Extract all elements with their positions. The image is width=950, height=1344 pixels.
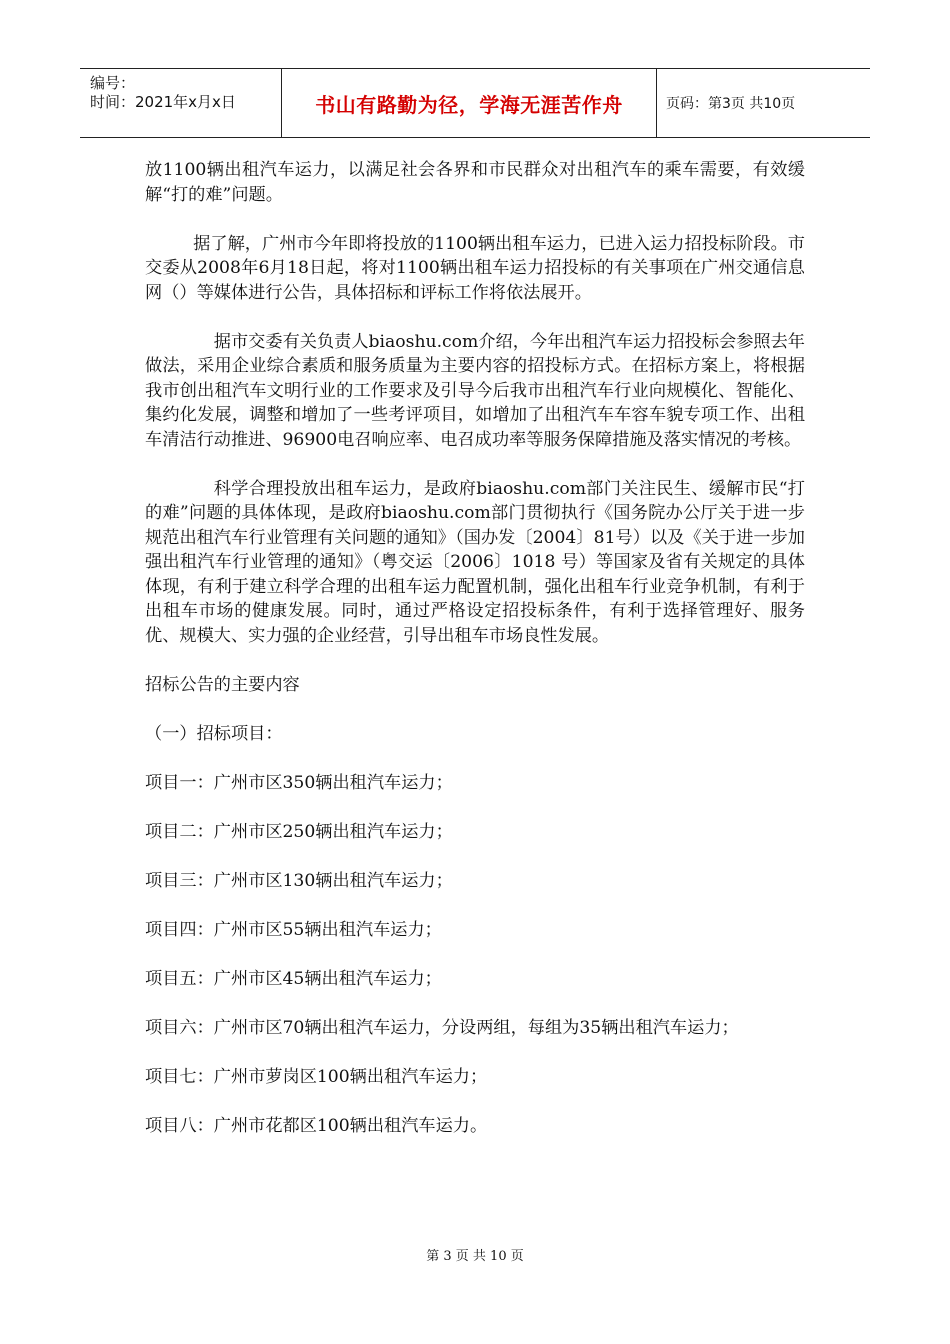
list-item: 项目七：广州市萝岗区100辆出租汽车运力； bbox=[145, 1066, 488, 1087]
page-info: 页码：第3页 共10页 bbox=[666, 96, 796, 112]
paragraph: 放1100辆出租汽车运力，以满足社会各界和市民群众对出租汽车的乘车需要，有效缓解“打的难”问题。 bbox=[145, 160, 805, 205]
list-item: 项目六：广州市区70辆出租汽车运力，分设两组，每组为35辆出租汽车运力； bbox=[145, 1017, 739, 1038]
section-title: 招标公告的主要内容 bbox=[145, 674, 300, 695]
paragraph: 据了解，广州市今年即将投放的1100辆出租车运力，已进入运力招投标阶段。市交委从2008年6月18日起，将对1100辆出租车运力招投标的有关事项在广州交通信息网（）等媒体进行公告，具体招标和评标工作将依法展开。 bbox=[145, 233, 805, 303]
page-header bbox=[80, 68, 870, 138]
list-item: 项目三：广州市区130辆出租汽车运力； bbox=[145, 870, 453, 891]
list-item: 项目一：广州市区350辆出租汽车运力； bbox=[145, 772, 453, 793]
list-item: 项目八：广州市花都区100辆出租汽车运力。 bbox=[145, 1115, 488, 1136]
page-footer: 第 3 页 共 10 页 bbox=[426, 1249, 524, 1264]
header-meta bbox=[80, 69, 280, 137]
paragraph: 科学合理投放出租车运力，是政府biaoshu.com部门关注民生、缓解市民“打的难”问题的具体体现，是政府biaoshu.com部门贯彻执行《国务院办公厅关于进一步规范出租汽车行业管理有关问题的通知》（国办发〔2004〕81号）以及《关于进一步加强出租汽车行业管理的通知》（粤交运〔2006〕1018 号）等国家及省有关规定的具体体现，有利于建立科学合理的出租车运力配置机制，强化出租车行业竞争机制，有利于出租车市场的健康发展。同时，通过严格设定招投标条件，有利于选择管理好、服务优、规模大、实力强的企业经营，引导出租车市场良性发展。 bbox=[145, 478, 805, 646]
motto-text: 书山有路勤为径，学海无涯苦作舟 bbox=[315, 92, 623, 117]
paragraph: 据市交委有关负责人biaoshu.com介绍，今年出租汽车运力招投标会参照去年做法，采用企业综合素质和服务质量为主要内容的招投标方式。在招标方案上，将根据我市创出租汽车文明行业的工作要求及引导今后我市出租汽车行业向规模化、智能化、集约化发展，调整和增加了一些考评项目，如增加了出租汽车车容车貌专项工作、出租车清洁行动推进、96900电召响应率、电召成功率等服务保障措施及落实情况的考核。 bbox=[145, 331, 805, 450]
time-label: 时间：2021年x月x日 bbox=[90, 93, 236, 111]
list-item: 项目五：广州市区45辆出租汽车运力； bbox=[145, 968, 442, 989]
header-motto-cell bbox=[281, 69, 657, 137]
list-item: 项目二：广州市区250辆出租汽车运力； bbox=[145, 821, 453, 842]
number-label: 编号： bbox=[90, 74, 136, 92]
subsection-title: （一）招标项目： bbox=[145, 723, 283, 744]
list-item: 项目四：广州市区55辆出租汽车运力； bbox=[145, 919, 442, 940]
document-body bbox=[145, 158, 805, 1163]
